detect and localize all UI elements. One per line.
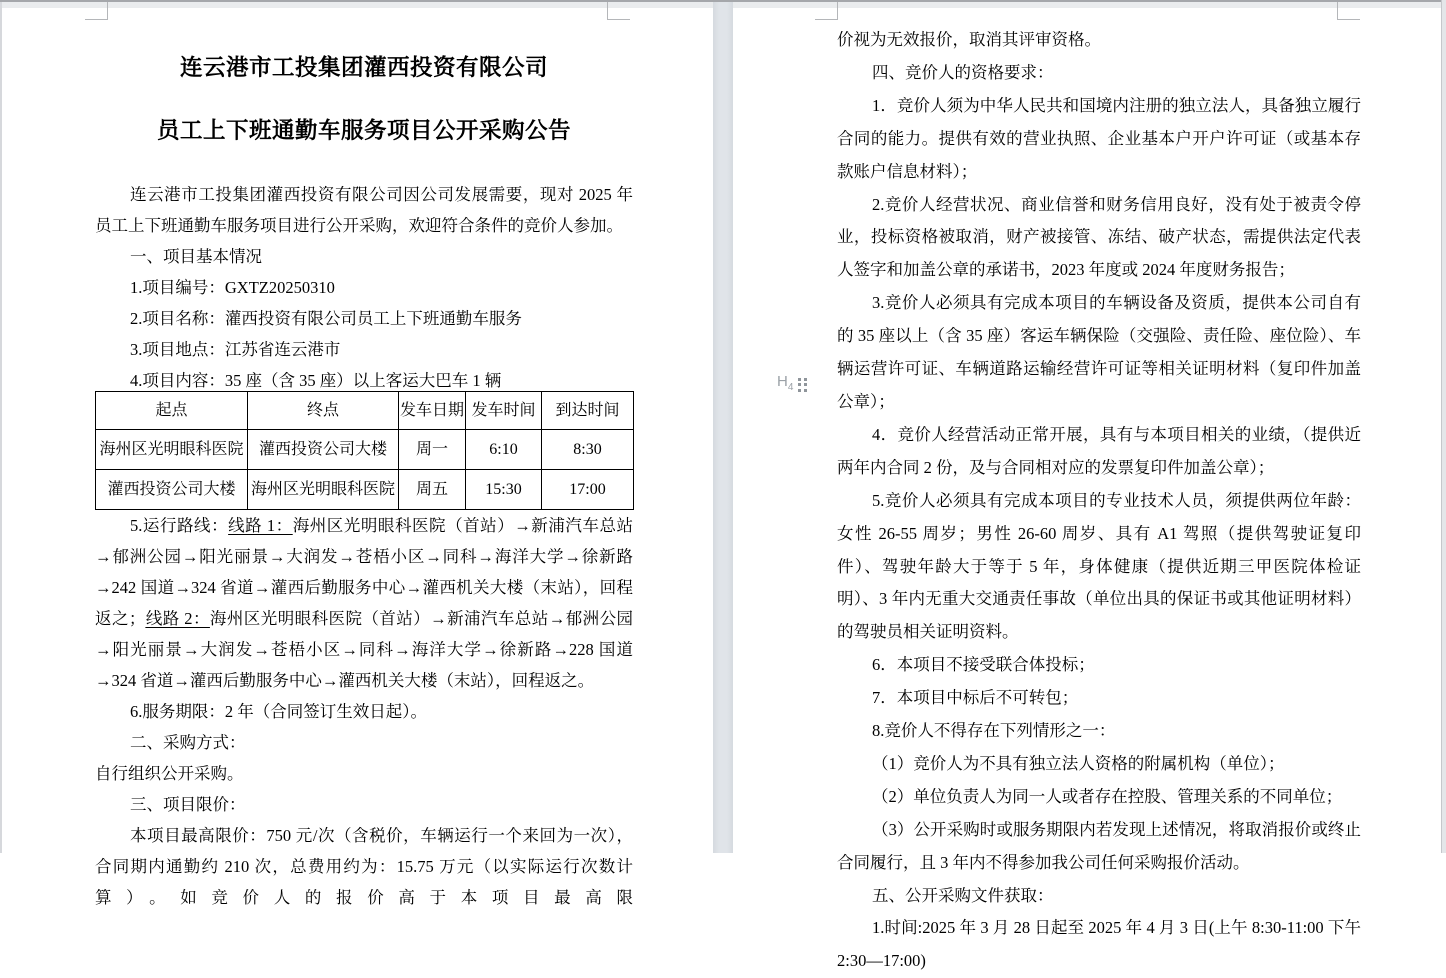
- page-1-text-column: [95, 179, 633, 913]
- intro-paragraph: 连云港市工投集团灌西投资有限公司因公司发展需要，现对 2025 年员工上下班通勤车服务项目进行公开采购，欢迎符合条件的竞价人参加。: [95, 185, 633, 235]
- table-cell: 灌西投资公司大楼: [96, 470, 248, 510]
- table-row: [96, 430, 634, 470]
- schedule-table-header-row: [96, 392, 634, 430]
- table-cell: 海州区光明眼科医院: [248, 470, 399, 510]
- requirement-6: 6．本项目不接受联合体投标；: [872, 655, 1095, 675]
- table-header-cell: 到达时间: [542, 392, 634, 430]
- view-left-edge: [0, 2, 2, 853]
- requirement-8-sub-2: （2）单位负责人为同一人或者存在控股、管理关系的不同单位；: [872, 786, 1343, 806]
- section-3-body: 本项目最高限价：750 元/次（含税价，车辆运行一个来回为一次），合同期内通勤约 210 次，总费用约为：15.75 万元（以实际运行次数计算）。如竞价人的报价高于本项目最高限: [95, 826, 633, 907]
- item-project-name: 2.项目名称：灌西投资有限公司员工上下班通勤车服务: [130, 309, 522, 328]
- section-5-heading: 五、公开采购文件获取：: [872, 885, 1054, 905]
- page-2-text-column: [837, 24, 1361, 978]
- section-3-heading: 三、项目限价：: [130, 795, 246, 814]
- route-prefix: 5.运行路线：: [130, 516, 229, 535]
- table-header-cell: 起点: [96, 392, 248, 430]
- page-gap: [713, 2, 733, 853]
- requirement-3: 3.竞价人必须具有完成本项目的车辆设备及资质，提供本公司自有的 35 座以上（含 35 座）客运车辆保险（交强险、责任险、座位险）、车辆运营许可证、车辆道路运输经营许可证等相关证明材料（复印件加盖公章）；: [837, 293, 1361, 411]
- requirement-8: 8.竞价人不得存在下列情形之一：: [872, 721, 1116, 741]
- table-header-cell: 终点: [248, 392, 399, 430]
- requirement-7: 7．本项目中标后不可转包；: [872, 688, 1079, 708]
- schedule-table: [95, 391, 634, 510]
- section-2-heading: 二、采购方式：: [130, 733, 246, 752]
- route-2-text: 海州区光明眼科医院（首站）→新浦汽车总站→郁洲公园→阳光丽景→大润发→苍梧小区→同科→海洋大学→徐新路→228 国道→324 省道→灌西后勤服务中心→灌西机关大楼（末站），回程返之。: [95, 609, 634, 690]
- table-cell: 灌西投资公司大楼: [248, 430, 399, 470]
- requirement-8-sub-3: （3）公开采购时或服务期限内若发现上述情况，将取消报价或终止合同履行，且 3 年内不得参加我公司任何采购报价活动。: [837, 819, 1361, 872]
- table-header-cell: 发车日期: [399, 392, 466, 430]
- requirement-1: 1．竞价人须为中华人民共和国境内注册的独立法人，具备独立履行合同的能力。提供有效的营业执照、企业基本户开户许可证（或基本存款账户信息材料）；: [837, 95, 1361, 181]
- drag-handle-icon[interactable]: [798, 378, 807, 392]
- document-title-line-1: 连云港市工投集团灌西投资有限公司: [179, 55, 548, 80]
- requirement-2: 2.竞价人经营状况、商业信誉和财务信用良好，没有处于被责令停业，投标资格被取消，财产被接管、冻结、破产状态，需提供法定代表人签字和加盖公章的承诺书，2023 年度或 2024 年度财务报告；: [837, 194, 1361, 280]
- item-service-term: 6.服务期限：2 年（合同签订生效日起）。: [130, 702, 427, 721]
- table-cell: 周五: [399, 470, 466, 510]
- table-cell: 6:10: [466, 430, 542, 470]
- text-boundary-mark-page2-right: [1337, 2, 1360, 20]
- document-title-line-2: 员工上下班通勤车服务项目公开采购公告: [156, 118, 571, 143]
- table-header-cell: 发车时间: [466, 392, 542, 430]
- text-boundary-mark-page1-left: [85, 2, 108, 20]
- requirement-5: 5.竞价人必须具有完成本项目的专业技术人员，须提供两位年龄：女性 26-55 周岁；男性 26-60 周岁、具有 A1 驾照（提供驾驶证复印件）、驾驶年龄大于等于 5 年，身体健康（提供近期三甲医院体检证明）、3 年内无重大交通责任事故（单位出具的保证书或其他证明材料）的驾驶员相关证明资料。: [837, 490, 1361, 642]
- table-cell: 8:30: [542, 430, 634, 470]
- section-4-heading: 四、竞价人的资格要求：: [872, 62, 1054, 82]
- route-2-label: 线路 2：: [145, 609, 210, 628]
- table-cell: 17:00: [542, 470, 634, 510]
- heading-level-marker: [777, 374, 807, 395]
- section-5-item-1: 1.时间:2025 年 3 月 28 日起至 2025 年 4 月 3 日(上午 8:30-11:00 下午 2:30—17:00): [837, 918, 1361, 971]
- item-project-location: 3.项目地点：江苏省连云港市: [130, 340, 341, 359]
- table-cell: 15:30: [466, 470, 542, 510]
- item-project-number: 1.项目编号：GXTZ20250310: [130, 278, 335, 297]
- scrollbar-track[interactable]: [1441, 0, 1446, 853]
- route-1-text: 海州区光明眼科医院（首站）→新浦汽车总站→郁洲公园→阳光丽景→大润发→苍梧小区→同科→海洋大学→徐新路→242 国道→324 省道→灌西后勤服务中心→灌西机关大楼（末站），回程返之；: [95, 516, 634, 628]
- route-1-label: 线路 1：: [228, 516, 293, 535]
- text-boundary-mark-page2-left: [815, 2, 838, 20]
- requirement-8-sub-1: （1）竞价人为不具有独立法人资格的附属机构（单位）；: [872, 753, 1285, 773]
- item-project-content: 4.项目内容：35 座（含 35 座）以上客运大巴车 1 辆: [130, 371, 502, 390]
- section-1-heading: 一、项目基本情况: [130, 247, 262, 266]
- heading-marker-label: $H_4$: [777, 373, 794, 393]
- table-cell: 周一: [399, 430, 466, 470]
- route-paragraph: [95, 510, 633, 696]
- text-boundary-mark-page1-right: [607, 2, 630, 20]
- continuation-paragraph: 价视为无效报价，取消其评审资格。: [837, 30, 1101, 49]
- table-cell: 海州区光明眼科医院: [96, 430, 248, 470]
- section-2-body: 自行组织公开采购。: [95, 764, 244, 783]
- requirement-4: 4．竞价人经营活动正常开展，具有与本项目相关的业绩，（提供近两年内合同 2 份，及与合同相对应的发票复印件加盖公章）；: [837, 424, 1361, 477]
- table-row: [96, 470, 634, 510]
